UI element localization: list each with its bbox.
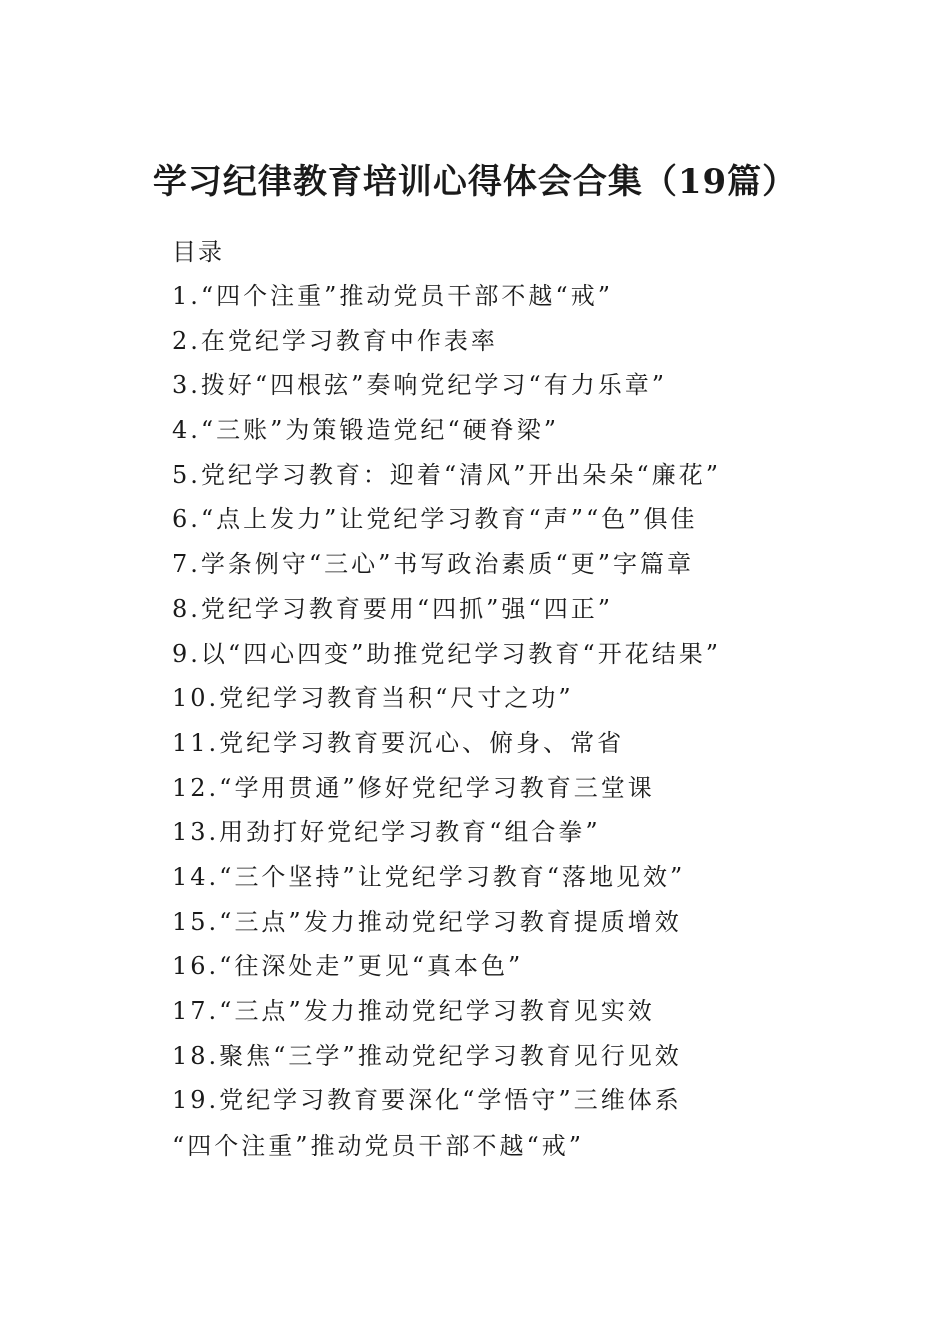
toc-item: 19.党纪学习教育要深化“学悟守”三维体系 xyxy=(172,1086,682,1115)
toc-item: 2.在党纪学习教育中作表率 xyxy=(172,326,498,355)
toc-item: 8.党纪学习教育要用“四抓”强“四正” xyxy=(172,594,613,623)
toc-item: 6.“点上发力”让党纪学习教育“声”“色”俱佳 xyxy=(172,505,698,534)
toc-item: 15.“三点”发力推动党纪学习教育提质增效 xyxy=(172,907,682,936)
section-title: “四个注重”推动党员干部不越“戒” xyxy=(172,1132,585,1160)
toc-item: 10.党纪学习教育当积“尺寸之功” xyxy=(172,684,574,713)
toc-item: 5.党纪学习教育：迎着“清风”开出朵朵“廉花” xyxy=(172,460,721,489)
toc-item: 1.“四个注重”推动党员干部不越“戒” xyxy=(172,282,613,310)
document-title: 学习纪律教育培训心得体会合集（19篇） xyxy=(152,161,798,202)
toc-list xyxy=(172,274,892,1123)
toc-item: 14.“三个坚持”让党纪学习教育“落地见效” xyxy=(172,862,686,891)
toc-item: 16.“往深处走”更见“真本色” xyxy=(172,952,524,981)
toc-item: 17.“三点”发力推动党纪学习教育见实效 xyxy=(172,997,655,1025)
toc-heading: 目录 xyxy=(172,238,224,266)
toc-item: 13.用劲打好党纪学习教育“组合拳” xyxy=(172,818,601,847)
toc-item: 18.聚焦“三学”推动党纪学习教育见行见效 xyxy=(172,1041,682,1070)
toc-item: 12.“学用贯通”修好党纪学习教育三堂课 xyxy=(172,773,655,802)
toc-item: 7.学条例守“三心”书写政治素质“更”字篇章 xyxy=(172,550,694,579)
table-of-contents xyxy=(172,230,892,1123)
toc-item: 9.以“四心四变”助推党纪学习教育“开花结果” xyxy=(172,639,721,668)
toc-item: 4.“三账”为策锻造党纪“硬脊梁” xyxy=(172,416,559,445)
toc-item: 11.党纪学习教育要沉心、俯身、常省 xyxy=(172,728,625,757)
toc-item: 3.拨好“四根弦”奏响党纪学习“有力乐章” xyxy=(172,371,667,400)
